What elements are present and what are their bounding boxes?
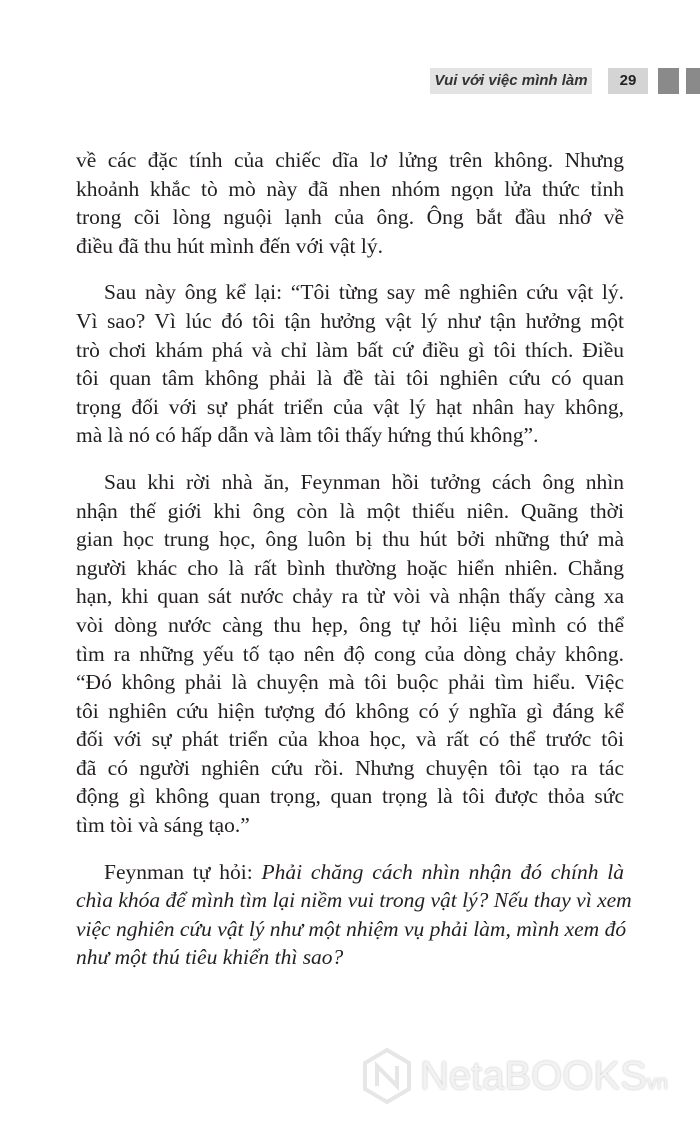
text-line — [76, 858, 624, 887]
line-text: Vì sao? Vì lúc đó tôi tận hưởng vật lý như tận hưởng một — [76, 308, 624, 333]
text-line — [76, 203, 624, 232]
line-text: tôi quan tâm không phải là đề tài tôi nghiên cứu có quan — [76, 366, 624, 391]
text-line — [76, 754, 624, 783]
text-line — [76, 364, 624, 393]
text-line — [76, 146, 624, 175]
text-line — [76, 421, 624, 450]
paragraph — [76, 468, 624, 840]
text-line — [76, 943, 624, 972]
text-line — [76, 697, 624, 726]
line-text: về các đặc tính của chiếc dĩa lơ lửng trên không. Nhưng — [76, 148, 624, 172]
netabooks-logo-icon — [362, 1048, 412, 1104]
text-line — [76, 782, 624, 811]
text-line — [76, 668, 624, 697]
text-line — [76, 175, 624, 204]
line-text: tìm tòi và sáng tạo.” — [76, 813, 250, 838]
line-text: Sau này ông kể lại: “Tôi từng say mê nghiên cứu vật lý. — [104, 280, 624, 305]
text-line — [76, 811, 624, 840]
line-text: vòi dòng nước càng thu hẹp, ông tự hỏi liệu mình có thể — [76, 612, 624, 637]
line-text: mà là nó có hấp dẫn và làm tôi thấy hứng thú không”. — [76, 423, 539, 448]
body-text — [76, 146, 632, 990]
page-number: 29 — [608, 68, 648, 94]
paragraph — [76, 146, 624, 260]
text-line — [76, 497, 624, 526]
line-text: trọng đối với sự phát triển của vật lý hạt nhân hay không, — [76, 394, 624, 419]
line-text: việc nghiên cứu vật lý như một nhiệm vụ phải làm, mình xem đó — [76, 916, 627, 941]
line-text: khoảnh khắc tò mò này đã nhen nhóm ngọn lửa thức tỉnh — [76, 176, 624, 201]
line-text: chìa khóa để mình tìm lại niềm vui trong vật lý? Nếu thay vì xem — [76, 888, 632, 913]
text-line — [76, 232, 624, 261]
line-text: Sau khi rời nhà ăn, Feynman hồi tưởng cách ông nhìn — [104, 469, 624, 494]
running-header-title: Vui với việc mình làm — [430, 68, 592, 94]
header-decoration-block — [686, 68, 700, 94]
line-text: “Đó không phải là chuyện mà tôi buộc phải tìm hiểu. Việc — [76, 670, 624, 695]
line-text: Phải chăng cách nhìn nhận đó chính là — [261, 859, 624, 884]
watermark — [362, 1048, 668, 1104]
watermark-brand: NetaBOOKS — [420, 1053, 647, 1098]
text-line — [76, 915, 627, 944]
header-decoration-block — [658, 68, 679, 94]
line-text: người khác cho là rất bình thường hoặc hiển nhiên. Chẳng — [76, 555, 624, 580]
line-text: trong cõi lòng nguội lạnh của ông. Ông bắt đầu nhớ về — [76, 205, 624, 230]
text-line — [76, 886, 632, 915]
line-text: trò chơi khám phá và chỉ làm bất cứ điều gì tôi thích. Điều — [76, 337, 624, 362]
line-text: hạn, khi quan sát nước chảy ra từ vòi và nhận thấy càng xa — [76, 584, 624, 609]
text-line — [76, 725, 624, 754]
text-line — [76, 554, 624, 583]
paragraph — [76, 278, 624, 450]
line-text: điều đã thu hút mình đến với vật lý. — [76, 233, 383, 258]
text-line — [76, 582, 624, 611]
line-text: gian học trung học, ông luôn bị thu hút bởi những thứ mà — [76, 527, 624, 552]
text-line — [76, 468, 624, 497]
text-line — [76, 640, 624, 669]
line-text: như một thú tiêu khiển thì sao? — [76, 945, 344, 970]
text-line — [76, 611, 624, 640]
text-line — [76, 278, 624, 307]
paragraph — [76, 858, 632, 972]
watermark-suffix: vn — [646, 1071, 668, 1094]
text-line — [76, 393, 624, 422]
text-line — [76, 307, 624, 336]
line-text: đối với sự phát triển của khoa học, và rất có thể trước tôi — [76, 727, 624, 752]
lead-text: Feynman tự hỏi: — [104, 859, 262, 884]
line-text: động gì không quan trọng, quan trọng là tôi được thỏa sức — [76, 784, 624, 809]
line-text: tôi nghiên cứu hiện tượng đó không có ý nghĩa gì đáng kể — [76, 698, 624, 723]
text-line — [76, 525, 624, 554]
line-text: đã có người nghiên cứu rồi. Nhưng chuyện tôi tạo ra tác — [76, 755, 624, 780]
line-text: nhận thế giới khi ông còn là một thiếu niên. Quãng thời — [76, 498, 624, 523]
text-line — [76, 336, 624, 365]
line-text: tìm ra những yếu tố tạo nên độ cong của dòng chảy không. — [76, 641, 624, 666]
